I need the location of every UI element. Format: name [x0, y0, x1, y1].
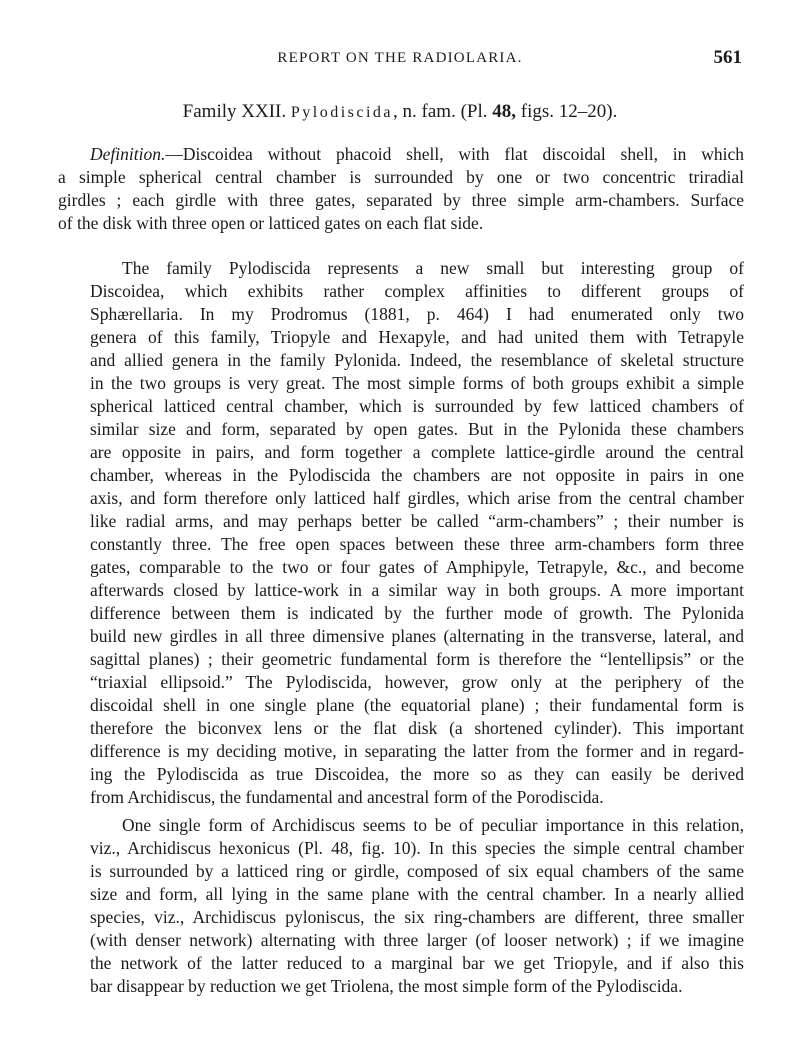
body-paragraph-2: [58, 814, 744, 998]
text-line: in the two groups is very great. The most simple forms of both groups exhibit a simple: [90, 373, 744, 393]
text-line: similar size and form, separated by open gates. But in the Pylonida these chambers: [90, 419, 744, 439]
text-line: chamber, whereas in the Pylodiscida the chambers are not opposite in pairs in one: [90, 465, 744, 485]
page-number: 561: [713, 47, 742, 68]
text-line: afterwards closed by lattice-work in a similar way in both groups. A more important: [90, 580, 744, 600]
text-line: therefore the biconvex lens or the flat disk (a shortened cylinder). This important: [90, 718, 744, 738]
definition-label: Definition.: [90, 144, 166, 164]
family-title: [58, 101, 742, 123]
text-line: difference is my deciding motive, in separating the latter from the former and in regard-: [90, 741, 744, 761]
definition-line: a simple spherical central chamber is surrounded by one or two concentric triradial: [58, 167, 744, 187]
text-line: constantly three. The free open spaces between these three arm-chambers form three: [90, 534, 744, 554]
text-line: are opposite in pairs, and form together a complete lattice-girdle around the central: [90, 442, 744, 462]
text-line: (with denser network) alternating with three larger (of looser network) ; if we imagine: [90, 930, 744, 950]
text-line: from Archidiscus, the fundamental and ancestral form of the Porodiscida.: [90, 787, 604, 807]
text-line: is surrounded by a latticed ring or girdle, composed of six equal chambers of the same: [90, 861, 744, 881]
text-line: Discoidea, which exhibits rather complex affinities to different groups of: [90, 281, 744, 301]
text-line: One single form of Archidiscus seems to be of peculiar importance in this relation,: [122, 815, 744, 835]
page-header: [58, 47, 742, 73]
definition-line: Definition.—Discoidea without phacoid shell, with flat discoidal shell, in which: [90, 144, 744, 164]
running-head: REPORT ON THE RADIOLARIA.: [277, 50, 523, 66]
text-line: discoidal shell in one single plane (the equatorial plane) ; their fundamental form is: [90, 695, 744, 715]
text-line: species, viz., Archidiscus pyloniscus, the six ring-chambers are different, three smaller: [90, 907, 744, 927]
text-line: genera of this family, Triopyle and Hexapyle, and had united them with Tetrapyle: [90, 327, 744, 347]
text-line: build new girdles in all three dimensive planes (alternating in the transverse, lateral, and: [90, 626, 744, 646]
body-paragraph-1: [58, 257, 744, 809]
definition-line: of the disk with three open or latticed gates on each flat side.: [58, 213, 484, 233]
text-line: Sphærellaria. In my Prodromus (1881, p. 464) I had enumerated only two: [90, 304, 744, 324]
family-title-plate: 48,: [492, 101, 516, 122]
text-line: gates, comparable to the two or four gates of Amphipyle, Tetrapyle, &c., and become: [90, 557, 744, 577]
family-title-name: Pylodiscida: [290, 104, 394, 121]
text-line: size and form, all lying in the same plane with the central chamber. In a nearly allied: [90, 884, 744, 904]
family-title-figs: figs. 12–20).: [520, 101, 618, 122]
text-line: the network of the latter reduced to a marginal bar we get Triopyle, and if also this: [90, 953, 744, 973]
text-line: spherical latticed central chamber, which is surrounded by few latticed chambers of: [90, 396, 744, 416]
text-line: like radial arms, and may perhaps better be called “arm-chambers” ; their number is: [90, 511, 744, 531]
definition-line: girdles ; each girdle with three gates, separated by three simple arm-chambers. Surface: [58, 190, 744, 210]
family-title-prefix: Family XXII.: [182, 101, 287, 122]
text-line: The family Pylodiscida represents a new small but interesting group of: [122, 258, 744, 278]
text-line: difference between them is indicated by the further mode of growth. The Pylonida: [90, 603, 744, 623]
text-line: sagittal planes) ; their geometric fundamental form is therefore the “lentellipsis” or the: [90, 649, 744, 669]
text-line: axis, and form therefore only latticed half girdles, which arise from the central chamber: [90, 488, 744, 508]
text-line: viz., Archidiscus hexonicus (Pl. 48, fig. 10). In this species the simple central chamber: [90, 838, 744, 858]
text-line: and allied genera in the family Pylonida. Indeed, the resemblance of skeletal structure: [90, 350, 744, 370]
text-line: ing the Pylodiscida as true Discoidea, the more so as they can easily be derived: [90, 764, 744, 784]
text-line: “triaxial ellipsoid.” The Pylodiscida, however, grow only at the periphery of the: [90, 672, 744, 692]
definition-paragraph: [58, 143, 744, 235]
family-title-rest: , n. fam. (Pl.: [393, 101, 488, 122]
text-line: bar disappear by reduction we get Triolena, the most simple form of the Pylodiscida.: [90, 976, 683, 996]
